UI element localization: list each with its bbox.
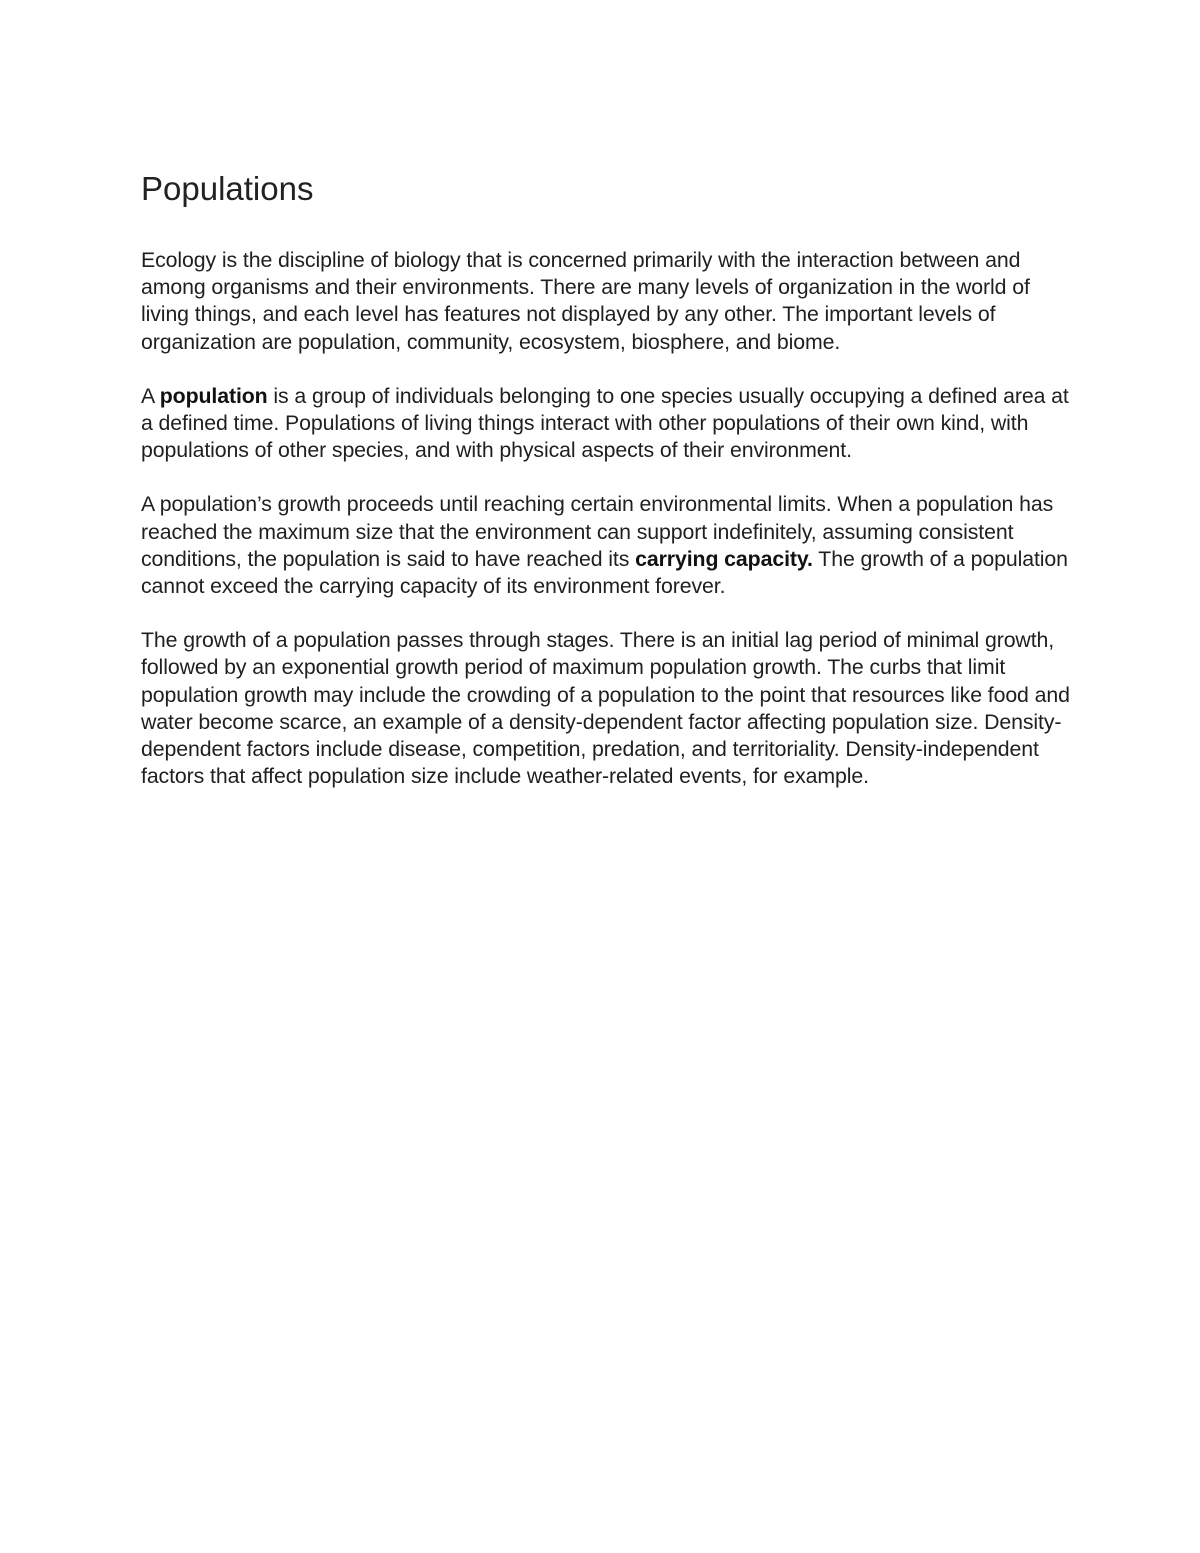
term-carrying-capacity: carrying capacity.	[635, 546, 813, 571]
text-segment: The growth of a population cannot exceed the carrying capacity of its environment forever.	[141, 546, 1068, 599]
document-title: Populations	[141, 170, 314, 207]
text-segment: is a group of individuals belonging to one species usually occupying a defined area at a defined time. Populations of living things interact with other populations of their own kind, with populations of other species, and with physical aspects of their environment.	[141, 383, 1069, 463]
paragraph-growth-stages: The growth of a population passes through stages. There is an initial lag period of minimal growth, followed by an exponential growth period of maximum population growth. The curbs that limit population growth may include the crowding of a population to the point that resources like food and water become scarce, an example of a density-dependent factor affecting population size. Density-dependent factors include disease, competition, predation, and territoriality. Density-independent factors that affect population size include weather-related events, for example.	[141, 628, 1070, 789]
document-page	[141, 166, 1071, 817]
text-segment: A population’s growth proceeds until reaching certain environmental limits. When a population has reached the maximum size that the environment can support indefinitely, assuming consistent conditions, the population is said to have reached its	[141, 492, 1054, 571]
text-segment: A	[141, 383, 160, 408]
paragraph-carrying-capacity	[141, 491, 1071, 600]
paragraph-population-definition	[141, 383, 1071, 465]
paragraph-ecology: Ecology is the discipline of biology that is concerned primarily with the interaction between and among organisms and their environments. There are many levels of organization in the world of living things, and each level has features not displayed by any other. The important levels of organization are population, community, ecosystem, biosphere, and biome.	[141, 248, 1030, 354]
term-population: population	[159, 383, 268, 408]
